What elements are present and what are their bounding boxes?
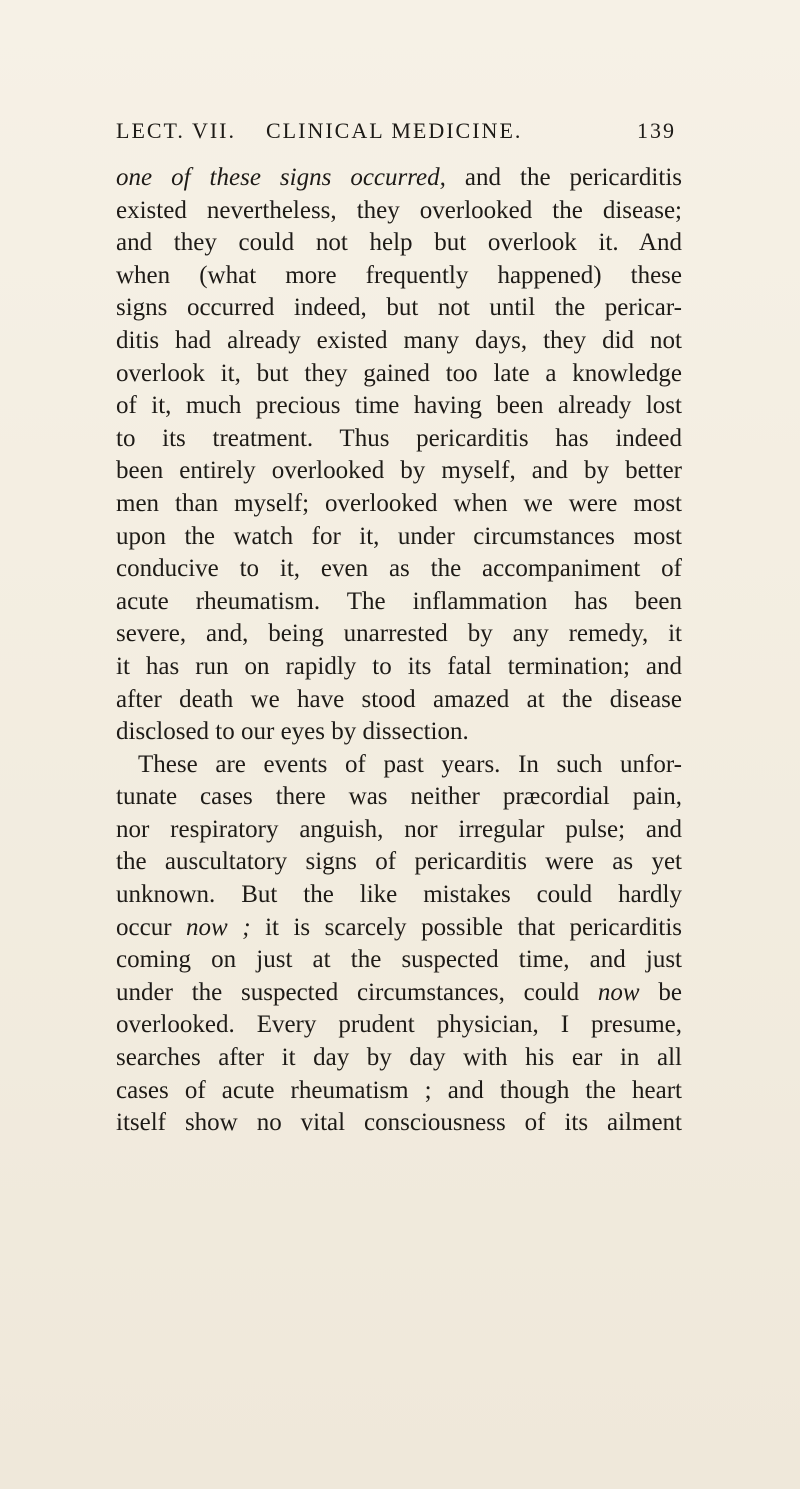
text-line: after death we have stood amazed at the disease [116, 685, 682, 713]
text-line: conducive to it, even as the accompaniment of [116, 555, 682, 583]
running-head [116, 118, 676, 146]
text-line: nor respiratory anguish, nor irregular pulse; and [116, 815, 682, 843]
text-line: coming on just at the suspected time, and just [116, 946, 682, 974]
text-line: overlook it, but they gained too late a knowledge [116, 359, 682, 387]
running-title: CLINICAL MEDICINE. [266, 118, 523, 143]
text-line: unknown. But the like mistakes could hardly [116, 881, 682, 909]
lecture-number: LECT. VII. [116, 118, 236, 143]
text-line: men than myself; overlooked when we were most [116, 489, 682, 517]
text-line: upon the watch for it, under circumstances most [116, 522, 682, 550]
text-line: ditis had already existed many days, they did not [116, 326, 682, 354]
text-line: when (what more frequently happened) these [116, 261, 682, 289]
text-line: of it, much precious time having been already lost [116, 392, 682, 420]
page-number: 139 [637, 118, 676, 143]
text-line: and they could not help but overlook it. And [116, 229, 682, 257]
paragraph-end-line: disclosed to our eyes by dissection. [116, 718, 469, 746]
text-line: acute rheumatism. The inflammation has been [116, 587, 682, 615]
text-line: been entirely overlooked by myself, and by better [116, 457, 682, 485]
text-line: tunate cases there was neither præcordial pain, [116, 783, 682, 811]
text-line: existed nevertheless, they overlooked the disease; [116, 196, 682, 224]
text-line: under the suspected circumstances, could now be [116, 978, 682, 1006]
text-line: to its treatment. Thus pericarditis has indeed [116, 424, 682, 452]
paragraph-start-line: These are events of past years. In such unfor- [138, 750, 682, 778]
text-line: cases of acute rheumatism ; and though the heart [116, 1076, 682, 1104]
text-line: overlooked. Every prudent physician, I presume, [116, 1011, 682, 1039]
text-line: the auscultatory signs of pericarditis were as yet [116, 848, 682, 876]
text-line: searches after it day by day with his ear in all [116, 1044, 682, 1072]
text-line: occur now ; it is scarcely possible that pericarditis [116, 913, 682, 941]
text-line: one of these signs occurred, and the pericarditis [116, 164, 683, 191]
text-line: itself show no vital consciousness of its ailment [116, 1109, 682, 1137]
text-line: signs occurred indeed, but not until the pericar- [116, 294, 682, 322]
text-line: it has run on rapidly to its fatal termination; and [116, 652, 682, 680]
text-line: severe, and, being unarrested by any remedy, it [116, 620, 682, 648]
body-text [116, 162, 682, 1140]
